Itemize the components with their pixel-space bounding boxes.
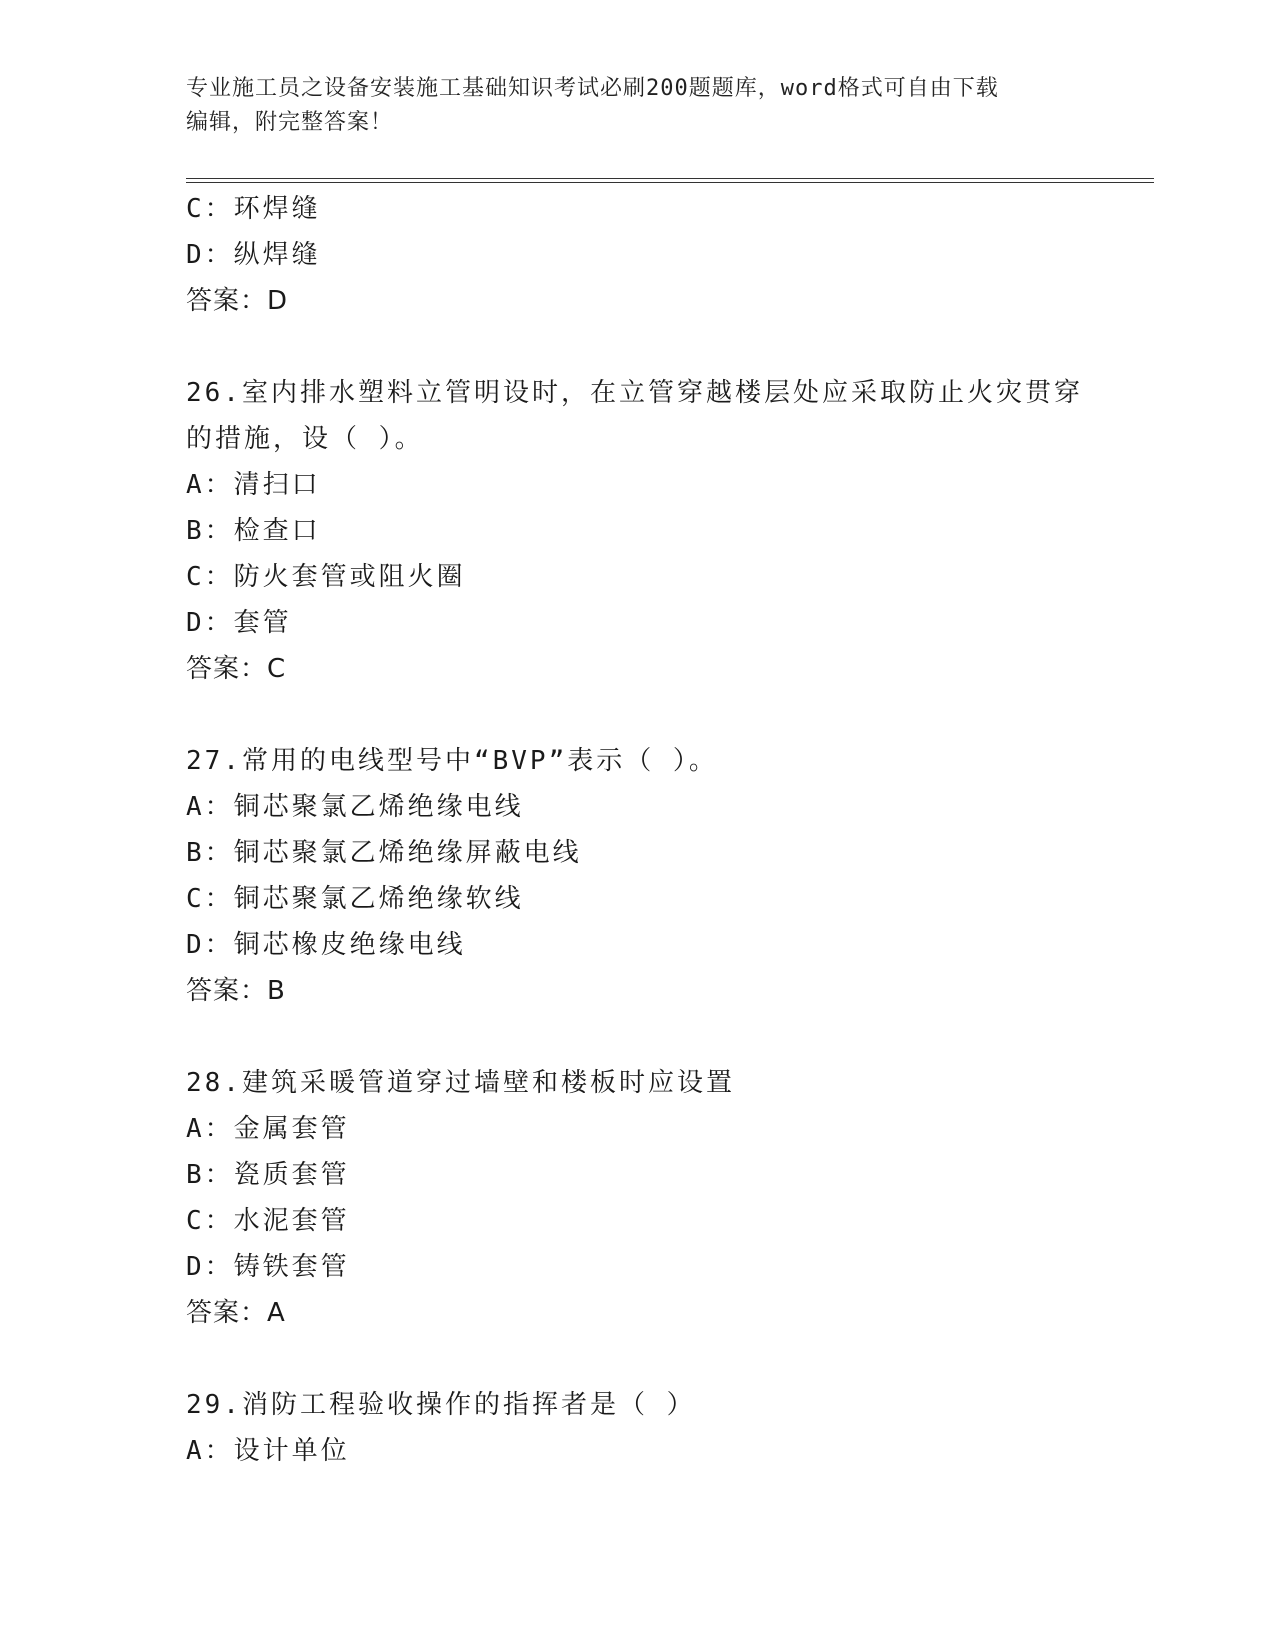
q26-stem-line-2: 的措施，设（ ）。 — [186, 424, 424, 454]
q28-option-a: A：金属套管 — [186, 1114, 350, 1144]
q28-option-c: C：水泥套管 — [186, 1206, 350, 1236]
q25-option-c: C：环焊缝 — [186, 194, 321, 224]
question-25 — [186, 186, 1086, 324]
q25-option-d: D：纵焊缝 — [186, 240, 321, 270]
question-26 — [186, 370, 1086, 692]
question-29 — [186, 1382, 1086, 1474]
q27-option-c: C：铜芯聚氯乙烯绝缘软线 — [186, 884, 524, 914]
q28-option-b: B：瓷质套管 — [186, 1160, 350, 1190]
q27-option-b: B：铜芯聚氯乙烯绝缘屏蔽电线 — [186, 838, 582, 868]
question-28 — [186, 1060, 1086, 1336]
q27-stem: 27.常用的电线型号中“BVP”表示（ ）。 — [186, 746, 718, 776]
header-title-line-2: 编辑，附完整答案！ — [186, 110, 394, 135]
q27-option-a: A：铜芯聚氯乙烯绝缘电线 — [186, 792, 524, 822]
q26-stem-line-1: 26.室内排水塑料立管明设时，在立管穿越楼层处应采取防止火灾贯穿 — [186, 378, 1083, 408]
q26-answer: 答案：C — [186, 654, 287, 684]
header-divider-top — [186, 178, 1154, 179]
header-divider-bottom — [186, 182, 1154, 183]
q27-answer: 答案：B — [186, 976, 286, 1006]
q26-option-d: D：套管 — [186, 608, 292, 638]
q25-answer: 答案：D — [186, 286, 289, 316]
q28-option-d: D：铸铁套管 — [186, 1252, 350, 1282]
q29-option-a: A：设计单位 — [186, 1436, 350, 1466]
spacer — [186, 1014, 1086, 1060]
q26-option-c: C：防火套管或阻火圈 — [186, 562, 466, 592]
header-title-line-1: 专业施工员之设备安装施工基础知识考试必刷200题题库，word格式可自由下载 — [186, 76, 999, 101]
spacer — [186, 324, 1086, 370]
document-header — [186, 72, 1066, 140]
q26-option-b: B：检查口 — [186, 516, 321, 546]
q29-stem: 29.消防工程验收操作的指挥者是（ ） — [186, 1390, 696, 1420]
question-27 — [186, 738, 1086, 1014]
q27-option-d: D：铜芯橡皮绝缘电线 — [186, 930, 466, 960]
question-list — [186, 186, 1086, 1474]
spacer — [186, 1336, 1086, 1382]
q26-option-a: A：清扫口 — [186, 470, 321, 500]
spacer — [186, 692, 1086, 738]
q28-answer: 答案：A — [186, 1298, 286, 1328]
q28-stem: 28.建筑采暖管道穿过墙壁和楼板时应设置 — [186, 1068, 735, 1098]
